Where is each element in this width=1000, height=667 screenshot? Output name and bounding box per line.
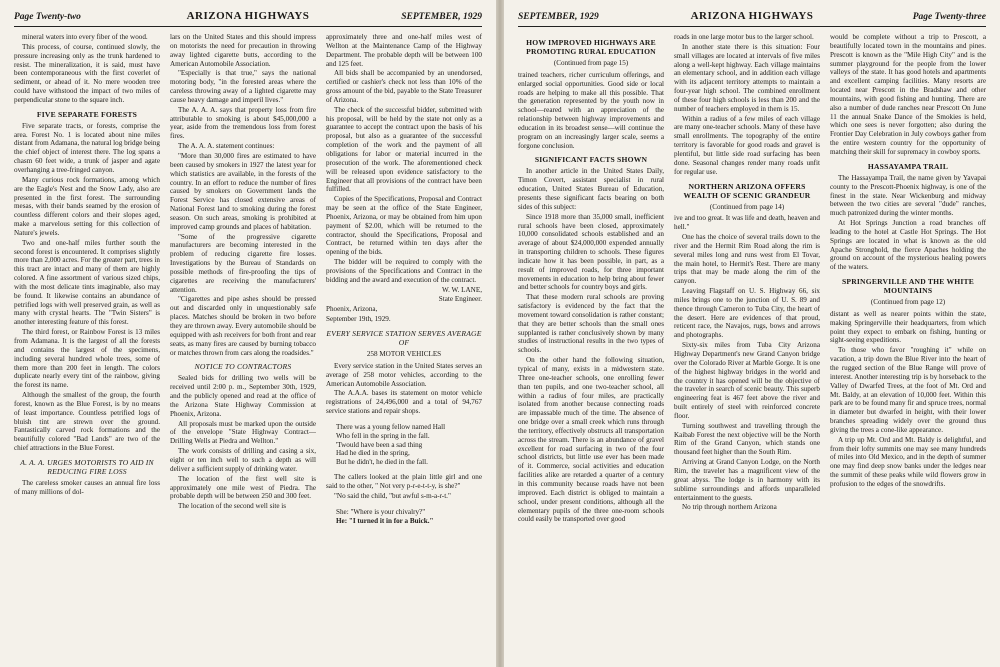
continued-note: (Continued from page 12) — [870, 298, 946, 307]
right-page-columns — [518, 33, 986, 661]
left-page — [0, 0, 496, 667]
paragraph: lars on the United States and this should impress on motorists the need for precaution in throwing away lighted cigarette butts, according to the American Automobile Association. — [170, 33, 316, 68]
paragraph: Although the smallest of the group, the fourth forest, known as the Blue Forest, is by no means of least importance. Countless petrified logs of bluish tint are strewn over the ground. Fantastically carved rock formations and the beautifully colored "Bad Lands" are two of the chief attractions in the Blue Forest. — [14, 391, 160, 453]
paragraph: "No said the child, "but awful s-m-a-r-t." — [334, 491, 451, 500]
section-heading: HOW IMPROVED HIGHWAYS ARE PROMOTING RURAL EDUCATION — [526, 38, 656, 56]
paragraph: All proposals must be marked upon the outside of the envelope "State Highway Contract—Drilling Wells at Piedra and Wellton." — [170, 419, 316, 446]
text-column — [14, 33, 160, 661]
page-number-label: Page Twenty-three — [912, 12, 986, 22]
section-heading: FIVE SEPARATE FORESTS — [36, 109, 138, 119]
paragraph: On the other hand the following situation, typical of many, exists in a midwestern state. Three one-teacher schools, one enrolling fewer than ten pupils, and one two-teacher school, all within a radius of four miles, are practically isolated from another because connecting roads are impassable much of the time. The absence of one bridge over a small creek which runs through the territory, effectively obstructs all transportation across the stream. There is an abundance of gravel excellent for road surfacing in two of the four school districts, but little use ever has been made of it. Commerce, social activities and education facilities alike are retarded a quarter of a century in this community because roads have not been improved. Each district is obliged to maintain a school, under present conditions, although all the elementary pupils of the three one-room schools could easily be transported over good — [518, 356, 664, 524]
paragraph: would be complete without a trip to Prescott, a beautifully located town in the mountains and pines. Prescott is known as the "Mile High City" and is the summer playground for the people from the lower valleys of the state. It has good hotels and apartments and excellent camping facilities. Many resorts are located near Prescott in the Bradshaw and other mountains, with good fishing and hunting. There are also a number of dude ranches near Prescott On June 11 the annual Snake Dance of the Smokies is held, which one sees is never forgotten; also during the Frontier Day Celebration in July cowboys gather from the entire western country for the opportunity of matching their skill for supremacy in cowboy sports. — [830, 33, 986, 156]
continued-note: 258 MOTOR VEHICLES — [366, 350, 442, 358]
verse-line: But he didn't, he died in the fall. — [336, 458, 428, 467]
signature-line: W. W. LANE, — [441, 285, 482, 294]
section-heading: HASSAYAMPA TRAIL — [867, 161, 949, 171]
right-page — [504, 0, 1000, 667]
continued-note: (Continued from page 14) — [709, 202, 785, 211]
magazine-title: ARIZONA HIGHWAYS — [186, 10, 310, 22]
text-column — [518, 33, 664, 661]
paragraph: The callers looked at the plain little girl and one said to the other, " Not very p-r-e-t-t-y, is she?" — [326, 473, 482, 490]
paragraph: A trip up Mt. Ord and Mt. Baldy is delightful, and from their lofty summits one may see many hundreds of miles into Old Mexico, and in the depth of summer one may find deep snow banks under the ledges near the summit of these peaks while wild flowers grow in profusion to the edges of the snowdrifts. — [830, 435, 986, 488]
issue-date: SEPTEMBER, 1929 — [401, 12, 482, 22]
paragraph: Every service station in the United States serves an average of 258 motor vehicles, according to the American Automobile Association. — [326, 361, 482, 388]
left-page-columns — [14, 33, 482, 661]
paragraph: To those who favor "roughing it" while on vacation, a trip down the Blue River into the heart of the rugged section of the Blue Range will prove of interest. Another interesting trip is by horseback to the Valley of Dwarfed Trees, at the foot of Mt. Ord and Mt. Baldy, at an elevation of 10,000 feet. Within this park are to be found many fir and spruce trees, normal in diameter but dwarfed in height, with their lower branches spreading widely over the ground thus giving the trees a cone-like appearance. — [830, 346, 986, 434]
paragraph: In another article in the United States Daily, Timon Covert, assistant specialist in rural education, United States Bureau of Education, presents these significant facts bearing on both sides of this subject: — [518, 167, 664, 211]
text-column — [326, 33, 482, 661]
paragraph: "Cigarettes and pipe ashes should be pressed out and discarded only in unquestionably safe places. Matches should be broken in two before they are thrown away. Every automobile should be equipped with ash receivers for both front and rear seats, as many fires are caused by burning tobacco or matches thrown from cars along the roadsides." — [170, 295, 316, 357]
paragraph: In another state there is this situation: Four small villages are located at intervals of five miles along a well-kept highway. Each village maintains an elementary school, and in addition each village with its adjacent territory attempts to maintain a four-year high school. The combined enrollment of these four high schools is less than 200 and the number of teachers employed in them is 15. — [674, 42, 820, 113]
text-column — [830, 33, 986, 661]
paragraph: The location of the first well site is approximately one mile west of Piedra. The probable depth will be between 250 and 300 feet. — [170, 474, 316, 501]
section-heading: SIGNIFICANT FACTS SHOWN — [534, 155, 648, 165]
section-heading: SPRINGERVILLE AND THE WHITE MOUNTAINS — [841, 277, 975, 296]
paragraph: Two and one-half miles further south the second forest is encountered. It comprises slightly more than 2,000 acres. For the greater part, trees in this tract are intact and many of them are highly colored. A fine assortment of various sized chips, with the most delicate tints imaginable, also may be found. It likewise contains an abundance of petrified logs with well preserved grain, as well as many with crystal hearts. The "Twin Sisters" is another interesting feature of this forest. — [14, 238, 160, 327]
paragraph: This process, of course, continued slowly, the pressure increasing only as the trunk hardened to resist. The mineralization, it is said, must have been contemporaneous with the first coverlet of sediment, or ahead of it. No mere wooden tree could have withstood the impact of two miles of perpendicular stone to the square inch. — [14, 42, 160, 104]
paragraph: Within a radius of a few miles of each village are many one-teacher schools. Many of these have small enrollments. The topography of the entire territory is favorable for good roads and gravel is plentiful, but little side road surfacing has been done. Seasonal changes render many roads unfit for regular use. — [674, 114, 820, 176]
paragraph: The A.A.A. bases its statement on motor vehicle registrations of 24,496,000 and a total of 94,767 service stations and repair shops. — [326, 389, 482, 416]
paragraph: September 19th, 1929. — [326, 315, 391, 324]
left-page-header — [14, 10, 482, 27]
paragraph: roads in one large motor bus to the larger school. — [674, 33, 814, 41]
paragraph: The A. A. A. statement continues: — [178, 142, 275, 151]
paragraph: Arriving at Grand Canyon Lodge, on the North Rim, the traveler has a magnificent view of the great abyss. The lodge is in harmony with its sublime surroundings and affords unparalleled entertainment to the guests. — [674, 458, 820, 502]
paragraph: approximately three and one-half miles west of Wellton at the Maintenance Camp of the Highway Department. The probable depth will be between 100 and 125 feet. — [326, 33, 482, 68]
paragraph: Phoenix, Arizona, — [326, 305, 378, 314]
paragraph: Copies of the Specifications, Proposal and Contract may be seen at the office of the State Engineer, Phoenix, Arizona, or may be obtained from him upon payment of $2.00, which will be returned to the contractor, should the Specifications, Proposal and Contract, be returned within ten days after the opening of the bids. — [326, 195, 482, 257]
paragraph: The bidder will be required to comply with the provisions of the Specifications and Contract in the bidding and the award and execution of the contract. — [326, 258, 482, 284]
paragraph: The A. A. A. says that property loss from fire attributable to smoking is about $45,000,000 a year, aside from the tremendous loss from forest fires. — [170, 105, 316, 141]
text-column — [170, 33, 316, 661]
magazine-title: ARIZONA HIGHWAYS — [690, 10, 814, 22]
paragraph: distant as well as nearer points within the state, making Springerville their headquarters, from which point they expect to embark on fishing, hunting or sight-seeing expeditions. — [830, 309, 986, 345]
paragraph: The Hassayampa Trail, the name given by Yavapai county to the Prescott-Phoenix highway, is one of the finest in the state. Near Wickenburg and midway between the two cities are several "dude" ranches, much patronized during the winter months. — [830, 173, 986, 218]
paragraph: trained teachers, richer curriculum offerings, and enlarged social opportunities. Good side or local roads are helping to make all this possible. That the generation represented by the youth now in school—reared with an appreciation of the relationship between highway improvements and education in its broadest sense—will continue the program on an increasingly larger scale, seems a forgone conclusion. — [518, 70, 664, 150]
section-heading: NORTHERN ARIZONA OFFERS WEALTH OF SCENIC GRANDEUR — [683, 181, 811, 200]
paragraph: ive and too great. It was life and death, heaven and hell." — [674, 214, 820, 232]
verse-line: Who fell in the spring in the fall. — [336, 431, 430, 440]
paragraph: The check of the successful bidder, submitted with his proposal, will be held by the state not only as a guarantee to accept the contract upon the basis of his proposal, but also as a guarantee of the successful completion of the work and the payment of all obligations for labor or material incurred in the prosecution of the work. The aforementioned check will be released upon evidence satisfactory to the Engineer that all provisions of the contract have been fulfilled. — [326, 105, 482, 194]
paragraph: "Some of the progressive cigarette manufacturers are becoming interested in the problem of reducing cigarette fire losses. Investigations by the Bureau of Standards on possible methods of fire-proofing the tips of cigarettes are receiving the manufacturers' attention. — [170, 232, 316, 294]
paragraph: mineral waters into every fiber of the wood. — [22, 33, 148, 41]
paragraph: The careless smoker causes an annual fire loss of many millions of dol- — [14, 478, 160, 496]
paragraph: "More than 30,000 fires are estimated to have been caused by smokers in 1927 the latest year for which statistics are available, in the forests of the country. In an effort to reduce the number of fires caused by smokers on Government lands the Forest Service has closed extensive areas of National Forest land to smoking during the forest season. On such areas, smoking is prohibited at improved camp grounds and places of habitation. — [170, 151, 316, 231]
paragraph: All bids shall be accompanied by an unendorsed, certified or cashier's check not less than 10% of the gross amount of the bid, payable to the State Treasurer of Arizona. — [326, 69, 482, 104]
paragraph: The work consists of drilling and casing a six, eight or ten inch well to such a depth as will deliver a sufficient supply of drinking water. — [170, 447, 316, 473]
text-column — [674, 33, 820, 661]
verse-line: Had he died in the spring, — [336, 449, 410, 458]
paragraph: That these modern rural schools are proving satisfactory is evidenced by the fact that the movement toward consolidation is rather constant; that they are better schools than the small ones supplanted is rather conclusively shown by many studies of instructional results in the two types of schools. — [518, 293, 664, 355]
section-heading: EVERY SERVICE STATION SERVES AVERAGE OF — [326, 329, 482, 347]
verse-line: She: "Where is your chivalry?" — [336, 507, 426, 516]
paragraph: Sixty-six miles from Tuba City Arizona Highway Department's new Grand Canyon bridge over the Colorado River at Marble Gorge. It is one of the highest highway bridges in the world and the country it has opened will be the objective of the traveler in search of scenic beauty. This superb engineering feat is 467 feet above the river and built entirely of steel with reinforced concrete floor. — [674, 341, 820, 420]
right-page-header — [518, 10, 986, 27]
issue-date: SEPTEMBER, 1929 — [518, 12, 599, 22]
section-heading: A. A. A. URGES MOTORISTS TO AID IN REDUCING FIRE LOSS — [20, 457, 154, 476]
paragraph: Five separate tracts, or forests, comprise the area. Forest No. 1 is located about nine miles distant from Adamana, the natural log bridge being the chief object of interest there. The log spans a chasm 60 feet wide, a trunk of jasper and agate overhanging a tree-fringed canyon. — [14, 121, 160, 174]
paragraph: The third forest, or Rainbow Forest is 13 miles from Adamana. It is the largest of all the forests and contains the largest of the specimens, including several hundred whole trees, some of them more than 200 feet in length. The colors duplicate nearly every tint of the rainbow, giving the forest its name. — [14, 328, 160, 390]
verse-line: There was a young fellow named Hall — [336, 422, 446, 431]
paragraph: No trip through northern Arizona — [682, 503, 777, 512]
paragraph: "Especially is that true," says the national motoring body, "in the forested areas where the careless throwing away of a lighted cigarette may cause heavy damage and imperil lives." — [170, 69, 316, 104]
paragraph: Since 1918 more than 35,000 small, inefficient rural schools have been closed, approximately 10,000 consolidated schools established and an average of about $24,000,000 expended annually in transporting children to schools. These figures indicate how it has been possible, in part, as a result of improved roads, for three important movements in education to help bring about fewer and better schools for country boys and girls. — [518, 212, 664, 292]
paragraph: Leaving Flagstaff on U. S. Highway 66, six miles brings one to the junction of U. S. 89 and thence through Cameron to Tuba City, the heart of the desert. Here are evidences of that proud, reticent race, the Navajos, rugs, bows and arrows and photographs. — [674, 287, 820, 340]
paragraph: One has the choice of several trails down to the river and the Hermit Rim Road along the rim is several miles long and runs west from El Tovar, the main hotel, to Hermit's Rest. There are many trips that may be made along the rim of the canyon. — [674, 233, 820, 286]
verse-line: He: "I turned it in for a Buick." — [336, 516, 434, 525]
page-number-label: Page Twenty-two — [14, 12, 81, 22]
paragraph: Turning southwest and travelling through the Kaibab Forest the next objective will be the North Rim of the Grand Canyon, which stands one thousand feet higher than the South Rim. — [674, 421, 820, 457]
continued-note: (Continued from page 15) — [553, 59, 629, 67]
binding-gutter — [496, 0, 504, 667]
paragraph: The location of the second well site is — [178, 502, 287, 511]
section-heading: NOTICE TO CONTRACTORS — [194, 362, 292, 372]
paragraph: Many curious rock formations, among which are the Eagle's Nest and the Snow Lady, also are presented in the first forest. The surrounding mesas, with their bands seamed by the erosion of countless different colors and their slopes aged, make a marvelous setting for this collection of Nature's jewels. — [14, 175, 160, 237]
signature-line: State Engineer. — [438, 295, 482, 304]
paragraph: Sealed bids for drilling two wells will be received until 2:00 p. m., September 30th, 1929, and the publicly opened and read at the office of the Arizona State Highway Commission at Phoenix, Arizona. — [170, 374, 316, 418]
verse-line: 'Twould have been a sad thing — [336, 440, 423, 449]
paragraph: At Hot Springs Junction a road branches off leading to the hotel at Castle Hot Springs. The Hot Springs are located in what is known as the old Apache Stronghold, the fierce Apaches holding the ground on account of the mysterious healing powers of the waters. — [830, 219, 986, 272]
